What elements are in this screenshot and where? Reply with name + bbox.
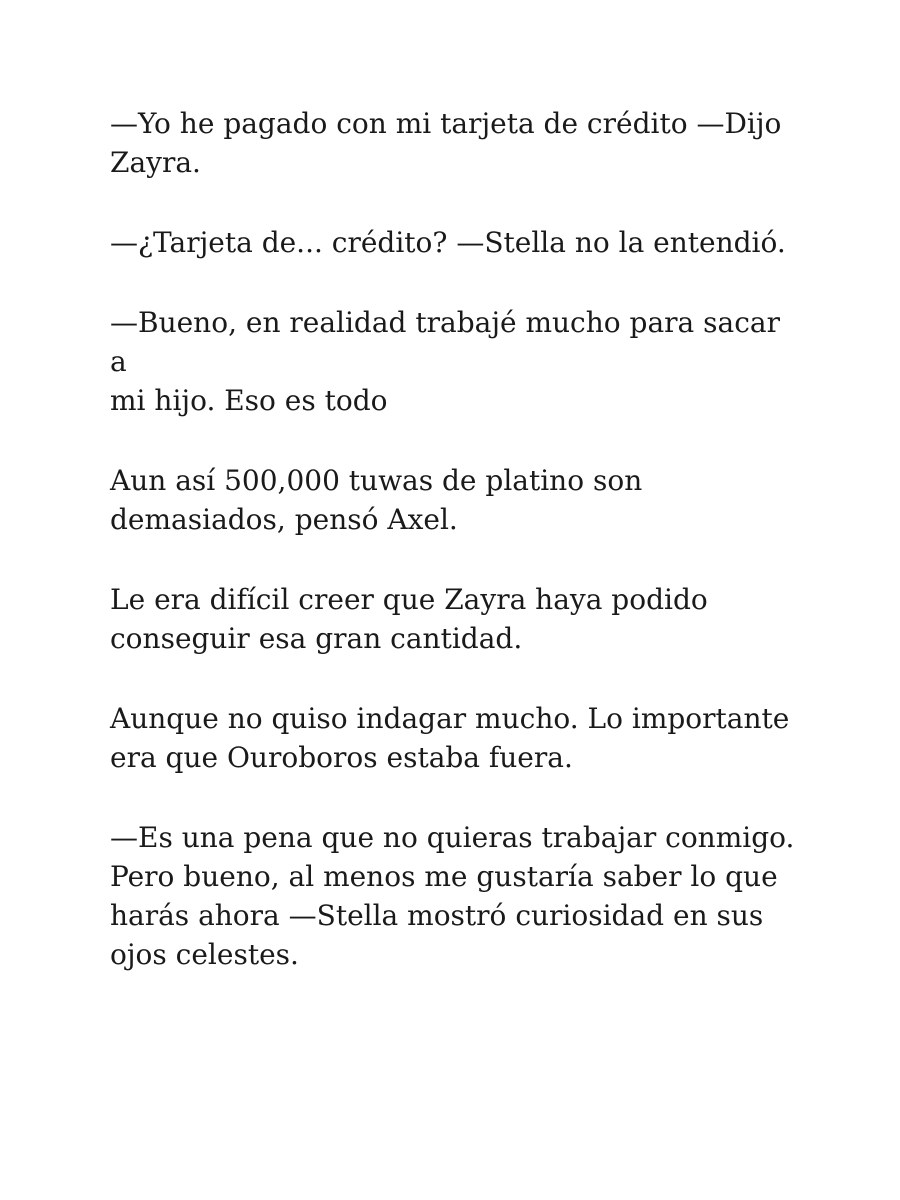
reader-page <box>110 104 800 1015</box>
paragraph-7: —Es una pena que no quieras trabajar conmigo. Pero bueno, al menos me gustaría saber lo que harás ahora —Stella mostró curiosidad en sus ojos celestes. <box>110 821 795 971</box>
paragraph-2: —¿Tarjeta de... crédito? —Stella no la entendió. <box>110 226 786 259</box>
paragraph-6: Aunque no quiso indagar mucho. Lo importante era que Ouroboros estaba fuera. <box>110 702 790 774</box>
paragraph-1: —Yo he pagado con mi tarjeta de crédito —Dijo Zayra. <box>110 107 782 179</box>
paragraph-3: —Bueno, en realidad trabajé mucho para sacar a mi hijo. Eso es todo <box>110 306 780 417</box>
paragraph-5: Le era difícil creer que Zayra haya podido conseguir esa gran cantidad. <box>110 583 708 655</box>
paragraph-4: Aun así 500,000 tuwas de platino son demasiados, pensó Axel. <box>110 464 643 536</box>
